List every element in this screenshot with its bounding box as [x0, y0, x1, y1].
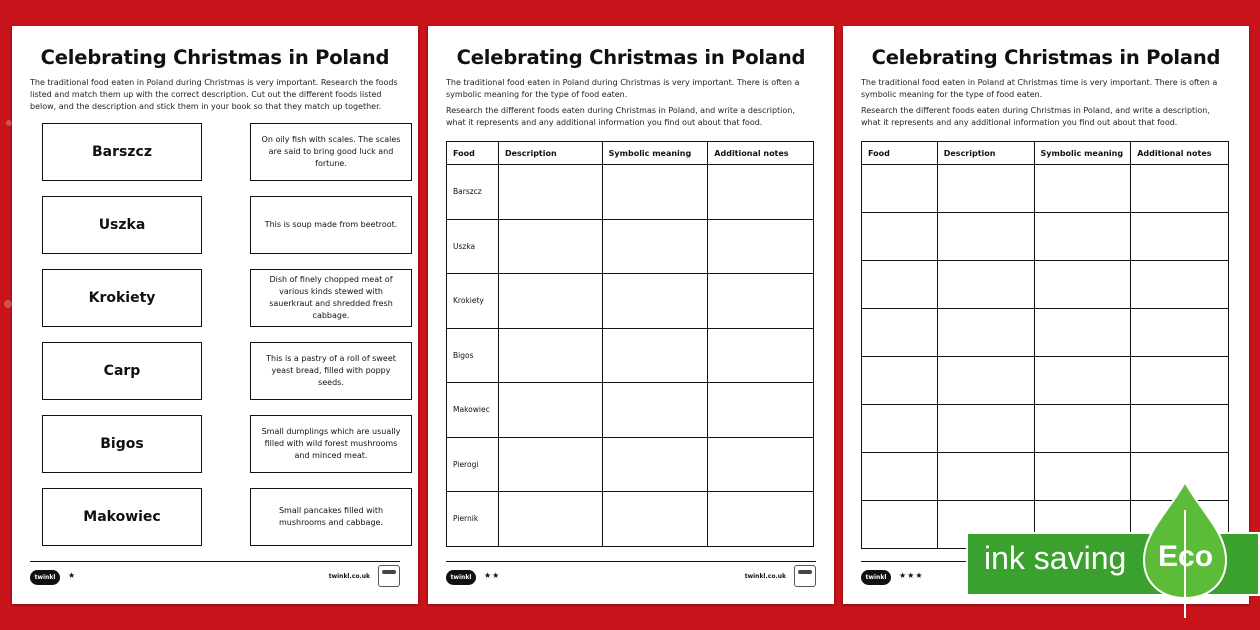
worksheet-matching	[12, 26, 418, 604]
eco-label: Eco	[1158, 540, 1214, 573]
matching-cards	[30, 123, 400, 543]
difficulty-stars: ★★	[484, 571, 501, 580]
food-card: Makowiec	[42, 488, 202, 546]
difficulty-stars: ★★★	[899, 571, 924, 580]
ink-saving-label: ink saving	[984, 540, 1127, 576]
table-row	[447, 165, 814, 220]
site-url: twinkl.co.uk	[328, 573, 370, 580]
table-header-row	[447, 142, 814, 165]
worksheet-intro: The traditional food eaten in Poland at Christmas time is very important. There is often a symbolic meaning for the type of food eaten. Research the different foods eaten during Christmas in Poland, and write a description, what it represents and any additional information you find out about that food.	[861, 78, 1218, 127]
table-row	[862, 309, 1229, 357]
header-food: Food	[862, 142, 938, 165]
header-description: Description	[498, 142, 602, 165]
table-row	[447, 274, 814, 329]
food-card: Carp	[42, 342, 202, 400]
food-card: Uszka	[42, 196, 202, 254]
worksheet-research-table	[428, 26, 834, 604]
worksheet-title: Celebrating Christmas in Poland	[40, 46, 390, 69]
table-row	[447, 492, 814, 547]
table-row	[862, 357, 1229, 405]
table-row	[862, 165, 1229, 213]
site-url: twinkl.co.uk	[744, 573, 786, 580]
food-cell: Uszka	[447, 219, 499, 274]
header-symbolic-meaning: Symbolic meaning	[1034, 142, 1131, 165]
worksheet-footer	[30, 561, 400, 590]
food-cell: Bigos	[447, 328, 499, 383]
table-row	[862, 213, 1229, 261]
description-card: This is soup made from beetroot.	[250, 196, 412, 254]
food-cell: Krokiety	[447, 274, 499, 329]
food-cell: Pierogi	[447, 437, 499, 492]
twinkl-logo: twinkl	[861, 570, 891, 585]
twinkl-logo: twinkl	[30, 570, 60, 585]
header-food: Food	[447, 142, 499, 165]
description-card: Small pancakes filled with mushrooms and cabbage.	[250, 488, 412, 546]
header-symbolic-meaning: Symbolic meaning	[602, 142, 708, 165]
worksheet-title: Celebrating Christmas in Poland	[871, 46, 1221, 69]
description-card: Dish of finely chopped meat of various kinds stewed with sauerkraut and shredded fresh cabbage.	[250, 269, 412, 327]
table-row	[862, 261, 1229, 309]
food-cell: Makowiec	[447, 383, 499, 438]
worksheet-footer	[446, 561, 816, 590]
header-additional-notes: Additional notes	[708, 142, 814, 165]
header-description: Description	[937, 142, 1034, 165]
description-card: On oily fish with scales. The scales are said to bring good luck and fortune.	[250, 123, 412, 181]
table-row	[447, 437, 814, 492]
header-additional-notes: Additional notes	[1131, 142, 1229, 165]
difficulty-stars: ★	[68, 571, 77, 580]
worksheet-intro: The traditional food eaten in Poland during Christmas is very important. Research the foods listed and match them up with the correct description. Cut out the different foods listed below, and the description and stick them in your book so that they match up together.	[30, 78, 398, 111]
quality-stamp-icon	[378, 565, 400, 587]
table-row	[447, 328, 814, 383]
description-card: Small dumplings which are usually filled with wild forest mushrooms and minced meat.	[250, 415, 412, 473]
table-header-row	[862, 142, 1229, 165]
food-card: Bigos	[42, 415, 202, 473]
description-card: This is a pastry of a roll of sweet yeast bread, filled with poppy seeds.	[250, 342, 412, 400]
research-table	[446, 141, 814, 547]
worksheet-title: Celebrating Christmas in Poland	[456, 46, 806, 69]
snowflake	[4, 300, 12, 308]
food-cell: Barszcz	[447, 165, 499, 220]
twinkl-logo: twinkl	[446, 570, 476, 585]
table-row	[447, 383, 814, 438]
food-cell: Piernik	[447, 492, 499, 547]
quality-stamp-icon	[794, 565, 816, 587]
worksheet-intro: The traditional food eaten in Poland during Christmas is very important. There is often a symbolic meaning for the type of food eaten. Research the different foods eaten during Christmas in Poland, and write a description, what it represents and any additional information you find out about that food.	[446, 78, 800, 127]
food-card: Krokiety	[42, 269, 202, 327]
food-card: Barszcz	[42, 123, 202, 181]
table-row	[447, 219, 814, 274]
table-row	[862, 405, 1229, 453]
